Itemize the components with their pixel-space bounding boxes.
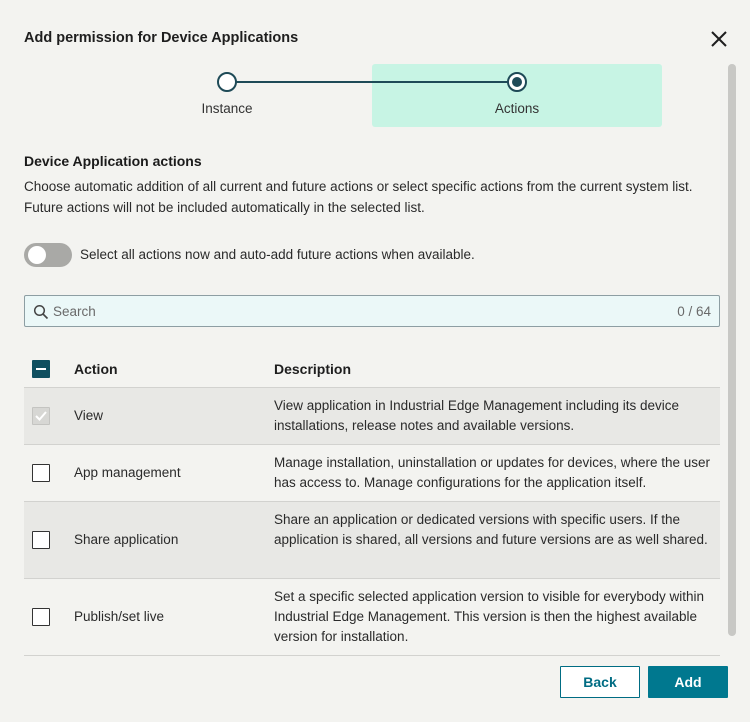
row-description: Manage installation, uninstallation or updates for devices, where the user has access to. Manage configurations for the application itself. (274, 455, 711, 490)
select-all-checkbox[interactable] (32, 360, 50, 378)
table-row[interactable] (24, 502, 720, 578)
step-actions-label[interactable]: Actions (494, 101, 540, 116)
search-result-count: 0 / 64 (677, 304, 711, 319)
row-description: View application in Industrial Edge Management including its device installations, release notes and available versions. (274, 398, 679, 433)
row-checkbox-view (32, 407, 50, 425)
column-header-action: Action (74, 361, 118, 377)
row-action-label: View (74, 408, 104, 423)
column-header-description: Description (274, 361, 352, 377)
section-title: Device Application actions (24, 153, 202, 169)
dialog-title: Add permission for Device Applications (24, 30, 299, 46)
scrollbar-thumb[interactable] (728, 64, 736, 636)
table-row[interactable] (24, 445, 720, 501)
step-instance-circle[interactable] (217, 72, 237, 92)
row-description: Share an application or dedicated versions with specific users. If the application is shared, all versions and future versions are as well shared. (274, 512, 708, 547)
step-actions-circle[interactable] (507, 72, 527, 92)
search-input[interactable] (53, 300, 653, 322)
auto-add-toggle-label: Select all actions now and auto-add future actions when available. (80, 247, 475, 262)
table-row[interactable] (24, 579, 720, 655)
row-checkbox-publish-set-live[interactable] (32, 608, 50, 626)
close-icon[interactable] (708, 28, 730, 50)
table-row[interactable] (24, 388, 720, 444)
row-checkbox-app-management[interactable] (32, 464, 50, 482)
row-action-label: Publish/set live (74, 609, 165, 624)
back-button[interactable]: Back (560, 666, 640, 698)
row-divider (24, 655, 720, 656)
step-instance-label[interactable]: Instance (201, 101, 253, 116)
section-description: Choose automatic addition of all current and future actions or select specific actions from the current system list. Future actions will not be included automatically in the selected list. (24, 179, 693, 215)
row-description: Set a specific selected application version to visible for everybody within Industrial Edge Management. This version is then the highest available version for installation. (274, 589, 704, 644)
checkmark-icon (34, 409, 48, 423)
search-box (24, 295, 720, 327)
row-checkbox-share-application[interactable] (32, 531, 50, 549)
auto-add-toggle[interactable] (24, 243, 72, 267)
add-button[interactable]: Add (648, 666, 728, 698)
toggle-knob (28, 246, 46, 264)
row-action-label: Share application (74, 532, 179, 547)
stepper-connector (236, 81, 508, 83)
row-action-label: App management (74, 465, 181, 480)
search-icon (33, 304, 49, 320)
